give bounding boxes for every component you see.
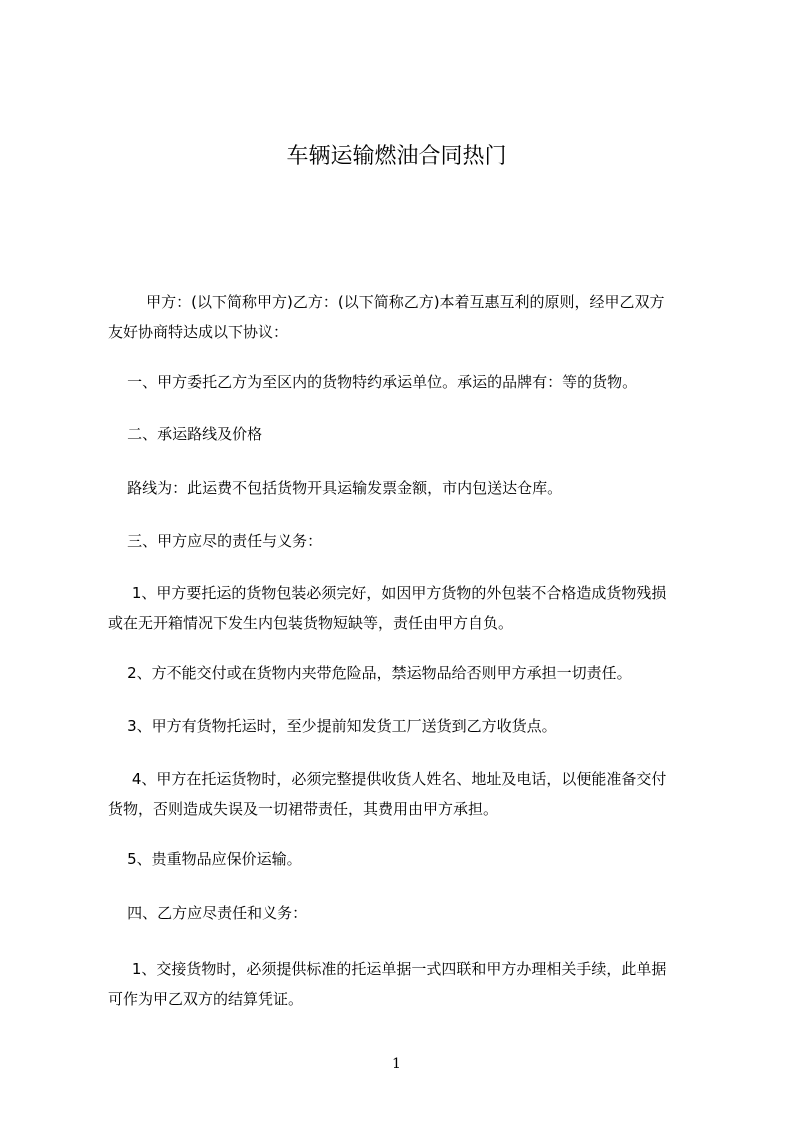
paragraph-intro <box>108 287 718 347</box>
paragraph-line: 四、乙方应尽责任和义务： <box>108 904 308 922</box>
paragraph-line: 3、甲方有货物托运时，至少提前知发货工厂送货到乙方收货点。 <box>108 717 557 735</box>
document-title: 车辆运输燃油合同热门 <box>286 144 507 169</box>
paragraph-line: 或在无开箱情况下发生内包装货物短缺等，责任由甲方自负。 <box>108 614 514 632</box>
paragraph-line: 一、甲方委托乙方为至区内的货物特约承运单位。承运的品牌有：等的货物。 <box>108 373 638 391</box>
page-number: 1 <box>392 1056 401 1072</box>
paragraph-line: 货物，否则造成失误及一切裙带责任，其费用由甲方承担。 <box>108 800 499 818</box>
paragraph-section-2-heading <box>108 419 718 449</box>
paragraph-item-3-2 <box>108 658 718 688</box>
paragraph-item-3-3 <box>108 711 718 741</box>
paragraph-line: 2、方不能交付或在货物内夹带危险品，禁运物品给否则甲方承担一切责任。 <box>108 664 632 682</box>
paragraph-line: 三、甲方应尽的责任与义务： <box>108 532 323 550</box>
paragraph-route <box>108 473 718 503</box>
paragraph-section-4-heading <box>108 898 718 928</box>
paragraph-line: 4、甲方在托运货物时，必须完整提供收货人姓名、地址及电话，以便能准备交付 <box>108 770 667 788</box>
paragraph-line: 1、甲方要托运的货物包装必须完好，如因甲方货物的外包装不合格造成货物残损 <box>108 584 667 602</box>
paragraph-line: 甲方：(以下简称甲方)乙方：(以下简称乙方)本着互惠互利的原则，经甲乙双方 <box>108 293 665 311</box>
paragraph-line: 二、承运路线及价格 <box>108 425 263 443</box>
paragraph-section-1 <box>108 367 718 397</box>
paragraph-section-3-heading <box>108 526 718 556</box>
paragraph-item-3-5 <box>108 844 718 874</box>
paragraph-line: 1、交接货物时，必须提供标准的托运单据一式四联和甲方办理相关手续，此单据 <box>108 960 667 978</box>
paragraph-line: 可作为甲乙双方的结算凭证。 <box>108 990 304 1008</box>
paragraph-item-4-1 <box>108 954 718 1014</box>
paragraph-line: 友好协商特达成以下协议： <box>108 323 289 341</box>
paragraph-line: 路线为：此运费不包括货物开具运输发票金额，市内包送达仓库。 <box>108 479 563 497</box>
paragraph-item-3-4 <box>108 764 718 824</box>
paragraph-line: 5、贵重物品应保价运输。 <box>108 850 302 868</box>
paragraph-item-3-1 <box>108 578 718 638</box>
